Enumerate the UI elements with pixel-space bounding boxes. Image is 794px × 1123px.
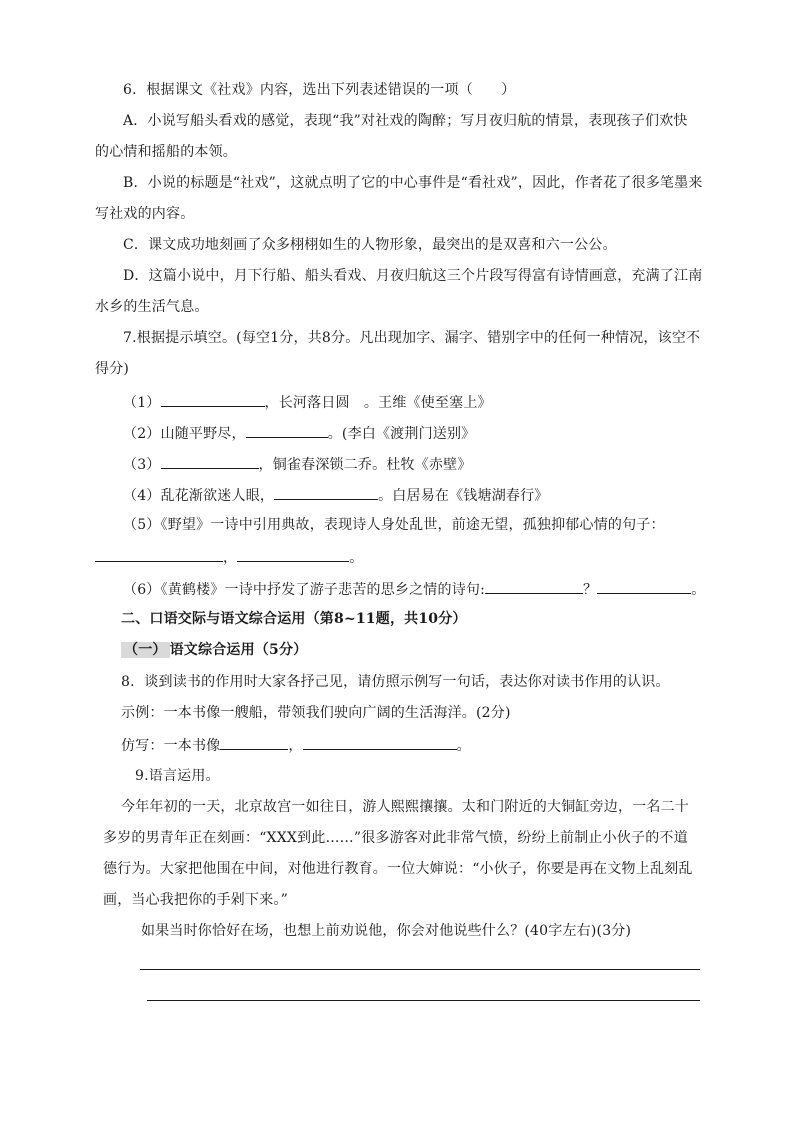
q9-passage-line3: 德行为。大家把他围在中间，对他进行教育。一位大婶说：“小伙子，你要是再在文物上乱刻乱 [103,861,693,877]
q6-option-a-line1: A．小说写船头看戏的感觉，表现“我”对社戏的陶醉；写月夜归航的情景，表现孩子们欢快 [123,113,688,129]
q7-item-5-answers: ， 。 [95,546,363,568]
answer-line[interactable] [147,1000,700,1001]
q7-item-4: （4）乱花渐欲迷人眼， 。白居易在《钱塘湖春行》 [123,484,549,506]
q7-item-1: （1） ，长河落日圆 。王维《使至塞上》 [123,391,492,413]
q8-stem: 8．谈到读书的作用时大家各抒己见，请仿照示例写一句话，表达你对读书作用的认识。 [121,674,670,690]
q7-item-2: （2）山随平野尽， 。(李白《渡荆门送别》 [123,422,475,444]
answer-blank[interactable] [246,422,328,438]
q7-item-3: （3） ，铜雀春深锁二乔。杜牧《赤壁》 [123,453,472,475]
q9-passage-line2: 多岁的男青年正在刻画：“XXX到此……”很多游客对此非常气愤，纷纷上前制止小伙子的不道 [103,830,688,846]
answer-blank[interactable] [274,484,378,500]
answer-blank[interactable] [237,546,349,562]
q7-stem-line1: 7.根据提示填空。(每空1分，共8分。凡出现加字、漏字、错别字中的任何一种情况，该空不 [123,330,701,346]
q6-stem: 6．根据课文《社戏》内容，选出下列表述错误的一项（ ） [123,82,516,98]
answer-blank[interactable] [220,734,288,750]
section-2-title: 二、口语交际与语文综合运用（第8~11题，共10分） [121,611,467,627]
subsection-tag: （一） [121,642,170,658]
answer-blank[interactable] [161,391,265,407]
q9-question: 如果当时你恰好在场，也想上前劝说他，你会对他说些什么？(40字左右)(3分) [141,923,632,939]
answer-blank[interactable] [597,578,691,594]
q6-option-d-line2: 水乡的生活气息。 [95,299,209,315]
q9-passage-line1: 今年年初的一天，北京故宫一如往日，游人熙熙攘攘。太和门附近的大铜缸旁边，一名二十 [121,799,689,815]
q9-stem: 9.语言运用。 [135,768,220,784]
q7-stem-line2: 得分) [95,361,130,377]
q6-option-c: C．课文成功地刻画了众多栩栩如生的人物形象，最突出的是双喜和六一公公。 [123,237,617,253]
q6-option-a-line2: 的心情和摇船的本领。 [95,144,237,160]
q6-option-d-line1: D．这篇小说中，月下行船、船头看戏、月夜归航这三个片段写得富有诗情画意，充满了江南 [123,268,703,284]
answer-blank[interactable] [485,578,583,594]
q6-option-b-line2: 写社戏的内容。 [95,206,195,222]
q8-imitation: 仿写：一本书像 ， 。 [121,734,471,756]
subsection-heading [121,640,307,660]
answer-blank[interactable] [303,734,457,750]
q8-example: 示例：一本书像一艘船，带领我们驶向广阔的生活海洋。(2分) [121,705,511,721]
q7-item-5: （5）《野望》一诗中引用典故，表现诗人身处乱世，前途无望，孤独抑郁心情的句子： [123,517,665,533]
answer-line[interactable] [140,969,700,970]
q9-passage-line4: 画，当心我把你的手剁下来。” [103,892,288,908]
answer-blank[interactable] [161,453,259,469]
q6-option-b-line1: B．小说的标题是“社戏”，这就点明了它的中心事件是“看社戏”，因此，作者花了很多笔墨来 [123,175,703,191]
q7-item-6: （6）《黄鹤楼》一诗中抒发了游子悲苦的思乡之情的诗句: ？ 。 [123,578,705,600]
subsection-title: 语文综合运用（5分） [169,642,308,658]
answer-blank[interactable] [95,546,223,562]
